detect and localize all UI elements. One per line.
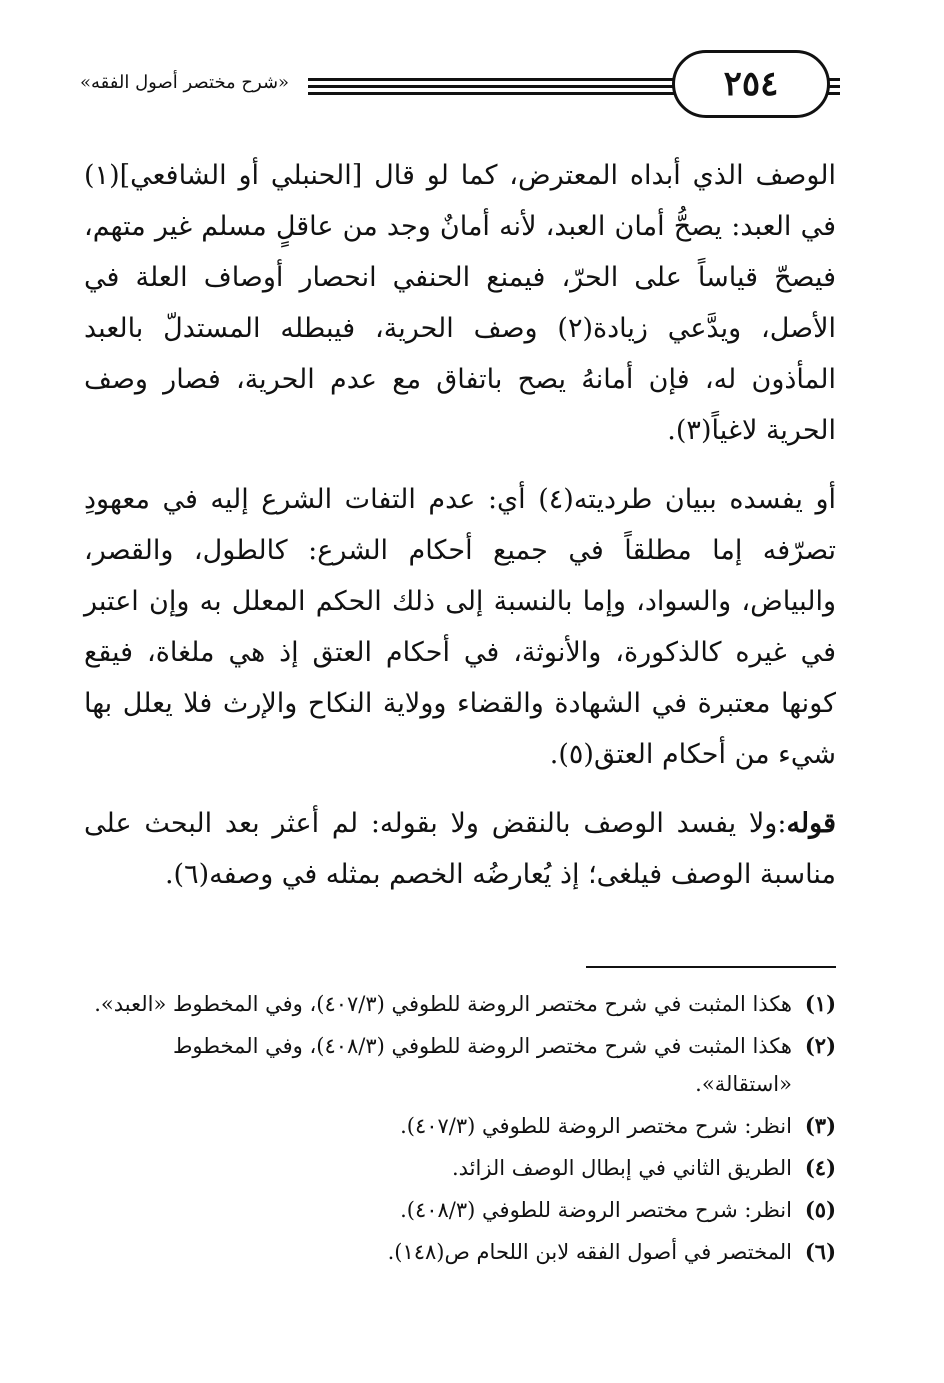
footnote-item bbox=[84, 985, 836, 1023]
paragraph-lead-word: قوله bbox=[786, 808, 836, 839]
footnote-text: هكذا المثبت في شرح مختصر الروضة للطوفي (٤٠٧/٣)، وفي المخطوط «العبد». bbox=[94, 992, 792, 1016]
page-number-badge bbox=[672, 50, 830, 118]
footnote-separator bbox=[586, 966, 836, 968]
footnote-text: الطريق الثاني في إبطال الوصف الزائد. bbox=[451, 1156, 792, 1180]
footnote-text: انظر: شرح مختصر الروضة للطوفي (٤٠٧/٣). bbox=[400, 1114, 792, 1138]
footnotes-list bbox=[84, 985, 836, 1275]
paragraph: أو يفسده ببيان طرديته(٤) أي: عدم التفات الشرع إليه في معهودِ تصرّفه إما مطلقاً في جميع أحكام الشرع: كالطول، والقصر، والبياض، والسواد، وإما بالنسبة إلى ذلك الحكم المعلل به وإن اعتبر في غيره كالذكورة، والأنوثة، في أحكام العتق إذ هي ملغاة، فيقع كونها معتبرة في الشهادة والقضاء وولاية النكاح والإرث فلا يعلل بها شيء من أحكام العتق(٥). bbox=[84, 484, 837, 770]
footnote-text: انظر: شرح مختصر الروضة للطوفي (٤٠٨/٣). bbox=[400, 1198, 792, 1222]
footnote-number: (٤) bbox=[804, 1155, 836, 1180]
paragraph bbox=[84, 798, 836, 900]
main-text bbox=[84, 150, 836, 918]
footnote-item bbox=[84, 1149, 836, 1187]
page-header bbox=[80, 48, 840, 128]
footnote-text: المختصر في أصول الفقه لابن اللحام ص(١٤٨). bbox=[387, 1240, 792, 1264]
footnote-item bbox=[84, 1233, 836, 1271]
footnote-number: (١) bbox=[804, 991, 836, 1016]
footnote-item bbox=[84, 1027, 836, 1103]
running-title: «شرح مختصر أصول الفقه» bbox=[80, 72, 290, 93]
paragraph-text: :ولا يفسد الوصف بالنقض ولا بقوله: لم أعثر بعد البحث على مناسبة الوصف فيلغى؛ إذ يُعارضُه الخصم بمثله في وصفه(٦). bbox=[84, 808, 836, 890]
footnote-number: (٦) bbox=[804, 1239, 836, 1264]
footnote-number: (٥) bbox=[804, 1197, 836, 1222]
footnote-item bbox=[84, 1107, 836, 1145]
footnote-number: (٢) bbox=[804, 1033, 836, 1058]
footnote-number: (٣) bbox=[804, 1113, 836, 1138]
paragraph: الوصف الذي أبداه المعترض، كما لو قال [الحنبلي أو الشافعي](١) في العبد: يصحُّ أمان العبد، لأنه أمانٌ وجد من عاقلٍ مسلم غير متهم، فيصحّ قياساً على الحرّ، فيمنع الحنفي انحصار أوصاف العلة في الأصل، ويدَّعي زيادة(٢) وصف الحرية، فيبطله المستدلّ بالعبد المأذون له، فإن أمانهُ يصح باتفاق مع عدم الحرية، فصار وصف الحرية لاغياً(٣). bbox=[84, 160, 836, 446]
footnote-item bbox=[84, 1191, 836, 1229]
footnote-text: هكذا المثبت في شرح مختصر الروضة للطوفي (٤٠٨/٣)، وفي المخطوط «استقالة». bbox=[173, 1034, 792, 1096]
page-number: ٢٥٤ bbox=[723, 64, 779, 104]
